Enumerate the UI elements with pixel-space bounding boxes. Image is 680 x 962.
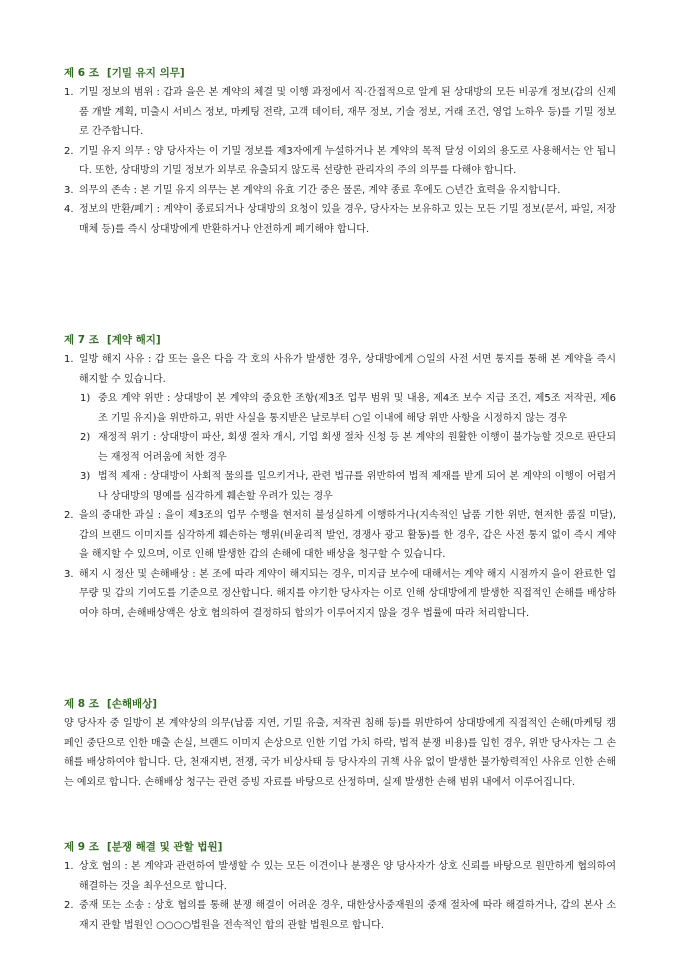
clause-list (64, 857, 616, 935)
subclause-marker: 1) (80, 393, 91, 404)
clause-item (64, 142, 616, 181)
clause-marker: 2. (64, 145, 74, 157)
clause-text: 을의 중대한 과실 : 을이 제3조의 업무 수행을 현저히 불성실하게 이행하거나(지속적인 납품 기한 위반, 현저한 품질 미달), 갑의 브랜드 이미지를 심각하게 훼손하는 행위(비윤리적 발언, 경쟁사 광고 활동)를 한 경우, 갑은 사전 통지 없이 즉시 계약을 해지할 수 있으며, 이로 인해 발생한 갑의 손해에 대한 배상을 청구할 수 있습니다. (79, 510, 616, 560)
clause-text: 기밀 정보의 범위 : 갑과 을은 본 계약의 체결 및 이행 과정에서 직·간접적으로 알게 된 상대방의 모든 비공개 정보(갑의 신제품 개발 계획, 미출시 서비스 정보, 마케팅 전략, 고객 데이터, 재무 정보, 기술 정보, 거래 조건, 영업 노하우 등)를 기밀 정보로 간주합니다. (79, 87, 616, 137)
clause-item (64, 506, 616, 565)
article-8 (64, 695, 616, 792)
article-number: 제 7 조 (64, 334, 99, 346)
article-title: [기밀 유지 의무] (106, 67, 185, 79)
clause-marker: 1. (64, 861, 74, 872)
clause-item (64, 83, 616, 142)
article-title: [계약 해지] (106, 334, 161, 346)
clause-marker: 2. (64, 510, 74, 521)
article-7 (64, 331, 616, 623)
article-heading (64, 331, 616, 350)
article-paragraph: 양 당사자 중 일방이 본 계약상의 의무(납품 지연, 기밀 유출, 저작권 침해 등)를 위반하여 상대방에게 직접적인 손해(마케팅 캠페인 중단으로 인한 매출 손실, 브랜드 이미지 손상으로 인한 기업 가치 하락, 법적 분쟁 비용)를 입힌 경우, 위반 당사자는 그 손해를 배상하여야 합니다. 단, 천재지변, 전쟁, 국가 비상사태 등 당사자의 귀책 사유 없이 발생한 불가항력적인 사유로 인한 손해는 예외로 합니다. 손해배상 청구는 관련 증빙 자료를 바탕으로 산정하며, 실제 발생한 손해 범위 내에서 이루어집니다. (64, 718, 616, 788)
clause-marker: 1. (64, 354, 74, 365)
clause-text: 정보의 반환/폐기 : 계약이 종료되거나 상대방의 요청이 있을 경우, 당사자는 보유하고 있는 모든 기밀 정보(문서, 파일, 저장 매체 등)를 즉시 상대방에게 반환하거나 안전하게 폐기해야 합니다. (79, 204, 616, 235)
clause-item (64, 896, 616, 935)
clause-marker: 2. (64, 900, 74, 911)
subclause-text: 법적 제재 : 상대방이 사회적 물의를 일으키거나, 관련 법규를 위반하여 법적 제재를 받게 되어 본 계약의 이행이 어렵거나 상대방의 명예를 심각하게 훼손할 우려가 있는 경우 (98, 471, 616, 502)
clause-marker: 4. (64, 204, 74, 215)
clause-text: 의무의 존속 : 본 기밀 유지 의무는 본 계약의 유효 기간 중은 물론, 계약 종료 후에도 ○년간 효력을 유지합니다. (79, 184, 561, 196)
subclause-marker: 2) (80, 432, 91, 443)
subclause-item (64, 467, 616, 506)
article-heading (64, 695, 616, 714)
clause-list (64, 83, 616, 239)
clause-item (64, 565, 616, 624)
article-9 (64, 838, 616, 935)
article-number: 제 9 조 (64, 841, 99, 853)
clause-item (64, 181, 616, 201)
clause-marker: 1. (64, 87, 74, 98)
clause-text: 일방 해지 사유 : 갑 또는 을은 다음 각 호의 사유가 발생한 경우, 상대방에게 ○일의 사전 서면 통지를 통해 본 계약을 즉시 해지할 수 있습니다. (79, 354, 616, 385)
article-title: [분쟁 해결 및 관할 법원] (106, 841, 223, 853)
article-6 (64, 64, 616, 239)
clause-marker: 3. (64, 568, 74, 580)
article-number: 제 6 조 (64, 67, 99, 79)
clause-item (64, 857, 616, 896)
clause-item (64, 200, 616, 239)
clause-text: 중재 또는 소송 : 상호 협의를 통해 분쟁 해결이 어려운 경우, 대한상사중재원의 중재 절차에 따라 해결하거나, 갑의 본사 소재지 관할 법원인 ○○○○법원을 전속적인 합의 관할 법원으로 합니다. (79, 900, 616, 931)
clause-item (64, 350, 616, 389)
clause-list (64, 350, 616, 623)
article-heading (64, 838, 616, 857)
clause-text: 기밀 유지 의무 : 양 당사자는 이 기밀 정보를 제3자에게 누설하거나 본 계약의 목적 달성 이외의 용도로 사용해서는 안 됩니다. 또한, 상대방의 기밀 정보가 외부로 유출되지 않도록 선량한 관리자의 주의 의무를 다해야 합니다. (79, 145, 616, 176)
article-number: 제 8 조 (64, 698, 99, 710)
subclause-item (64, 428, 616, 467)
subclause-marker: 3) (80, 471, 91, 482)
clause-text: 상호 협의 : 본 계약과 관련하여 발생할 수 있는 모든 이견이나 분쟁은 양 당사자가 상호 신뢰를 바탕으로 원만하게 협의하여 해결하는 것을 최우선으로 합니다. (79, 861, 616, 892)
subclause-text: 중요 계약 위반 : 상대방이 본 계약의 중요한 조항(제3조 업무 범위 및 내용, 제4조 보수 지급 조건, 제5조 저작권, 제6조 기밀 유지)을 위반하고, 위반 사실을 통지받은 날로부터 ○일 이내에 해당 위반 사항을 시정하지 않는 경우 (98, 393, 616, 424)
clause-text: 해지 시 정산 및 손해배상 : 본 조에 따라 계약이 해지되는 경우, 미지급 보수에 대해서는 계약 해지 시점까지 을이 완료한 업무량 및 갑의 기여도를 기준으로 정산합니다. 해지를 야기한 당사자는 이로 인해 상대방에게 발생한 직접적인 손해를 배상하여야 하며, 손해배상액은 상호 협의하여 결정하되 합의가 이루어지지 않을 경우 법률에 따라 처리합니다. (79, 568, 616, 619)
clause-marker: 3. (64, 184, 74, 196)
subclause-item (64, 389, 616, 428)
article-title: [손해배상] (106, 698, 158, 710)
article-heading (64, 64, 616, 83)
subclause-text: 재정적 위기 : 상대방이 파산, 회생 절차 개시, 기업 회생 절차 신청 등 본 계약의 원활한 이행이 불가능할 것으로 판단되는 재정적 어려움에 처한 경우 (98, 432, 616, 463)
